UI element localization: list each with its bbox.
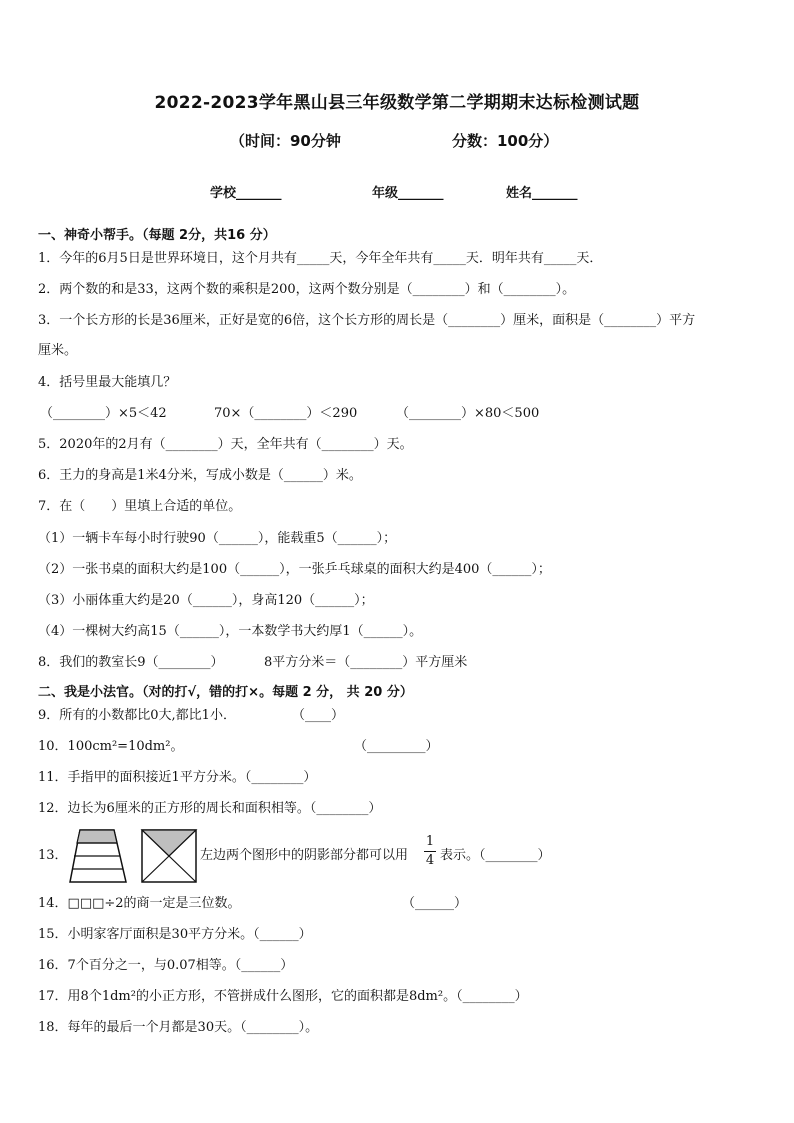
name-field: 姓名_______ <box>506 186 578 201</box>
question-9: 9．所有的小数都比0大,都比1小． <box>38 708 236 723</box>
exam-time: （时间：90分钟 <box>230 132 341 150</box>
question-3-cont: 厘米。 <box>38 343 78 358</box>
question-15: 15．小明家客厅面积是30平方分米。（______） <box>38 927 312 942</box>
question-4-a: （________）×5＜42 <box>40 406 167 421</box>
question-13-number: 13． <box>38 848 68 863</box>
question-4: 4．括号里最大能填几？ <box>38 375 177 390</box>
question-7-1: （1）一辆卡车每小时行驶90（______），能载重5（______）； <box>38 531 397 546</box>
question-11: 11．手指甲的面积接近1平方分米。（________） <box>38 770 317 785</box>
question-18: 18．每年的最后一个月都是30天。（________）。 <box>38 1020 319 1035</box>
shaded-figures-icon <box>68 828 198 884</box>
question-1: 1．今年的6月5日是世界环境日，这个月共有_____天，今年全年共有_____天．明年共有_____天． <box>38 251 603 266</box>
question-3: 3．一个长方形的长是36厘米，正好是宽的6倍，这个长方形的周长是（________）厘米，面积是（________）平方 <box>38 313 696 328</box>
fraction-denominator: 4 <box>425 853 435 868</box>
question-2: 2．两个数的和是33，这两个数的乘积是200，这两个数分别是（________）和（________）。 <box>38 282 576 297</box>
question-8-a: 8．我们的教室长9（________） <box>38 655 224 670</box>
question-14: 14．□□□÷2的商一定是三位数。 <box>38 896 241 911</box>
question-10: 10．100cm²=10dm²。 <box>38 739 184 754</box>
question-9-answer: （____） <box>292 708 345 723</box>
question-14-answer: （______） <box>402 896 468 911</box>
question-13-figures <box>68 828 198 884</box>
question-4-c: （________）×80＜500 <box>396 406 540 421</box>
question-17: 17．用8个1dm²的小正方形，不管拼成什么图形，它的面积都是8dm²。（________） <box>38 989 528 1004</box>
question-7-3: （3）小丽体重大约是20（______），身高120（______）； <box>38 593 374 608</box>
fraction-bar <box>424 851 436 852</box>
page-title: 2022-2023学年黑山县三年级数学第二学期期末达标检测试题 <box>154 93 640 113</box>
section-1-heading: 一、神奇小帮手。（每题 2分，共16 分） <box>38 228 276 243</box>
fraction-numerator: 1 <box>425 834 435 849</box>
question-16: 16．7个百分之一，与0.07相等。（______） <box>38 958 294 973</box>
question-7-2: （2）一张书桌的面积大约是100（______），一张乒乓球桌的面积大约是400（______）； <box>38 562 551 577</box>
question-7-4: （4）一棵树大约高15（______），一本数学书大约厚1（______）。 <box>38 624 423 639</box>
exam-score: 分数：100分） <box>452 132 559 150</box>
question-4-b: 70×（________）＜290 <box>214 406 358 421</box>
question-12: 12．边长为6厘米的正方形的周长和面积相等。（________） <box>38 801 382 816</box>
question-5: 5．2020年的2月有（________）天，全年共有（________）天。 <box>38 437 413 452</box>
question-8-b: 8平方分米＝（________）平方厘米 <box>264 655 468 670</box>
question-13-text: 左边两个图形中的阴影部分都可以用 <box>200 848 409 863</box>
question-6: 6．王力的身高是1米4分米，写成小数是（______）米。 <box>38 468 362 483</box>
question-7: 7．在（ ）里填上合适的单位。 <box>38 499 242 514</box>
question-10-answer: （_________） <box>354 739 439 754</box>
fraction-one-quarter <box>424 834 436 869</box>
question-13-end: 表示。（________） <box>440 848 551 863</box>
grade-field: 年级_______ <box>372 186 444 201</box>
school-field: 学校_______ <box>210 186 282 201</box>
section-2-heading: 二、我是小法官。（对的打√，错的打×。每题 2 分， 共 20 分） <box>38 685 413 700</box>
